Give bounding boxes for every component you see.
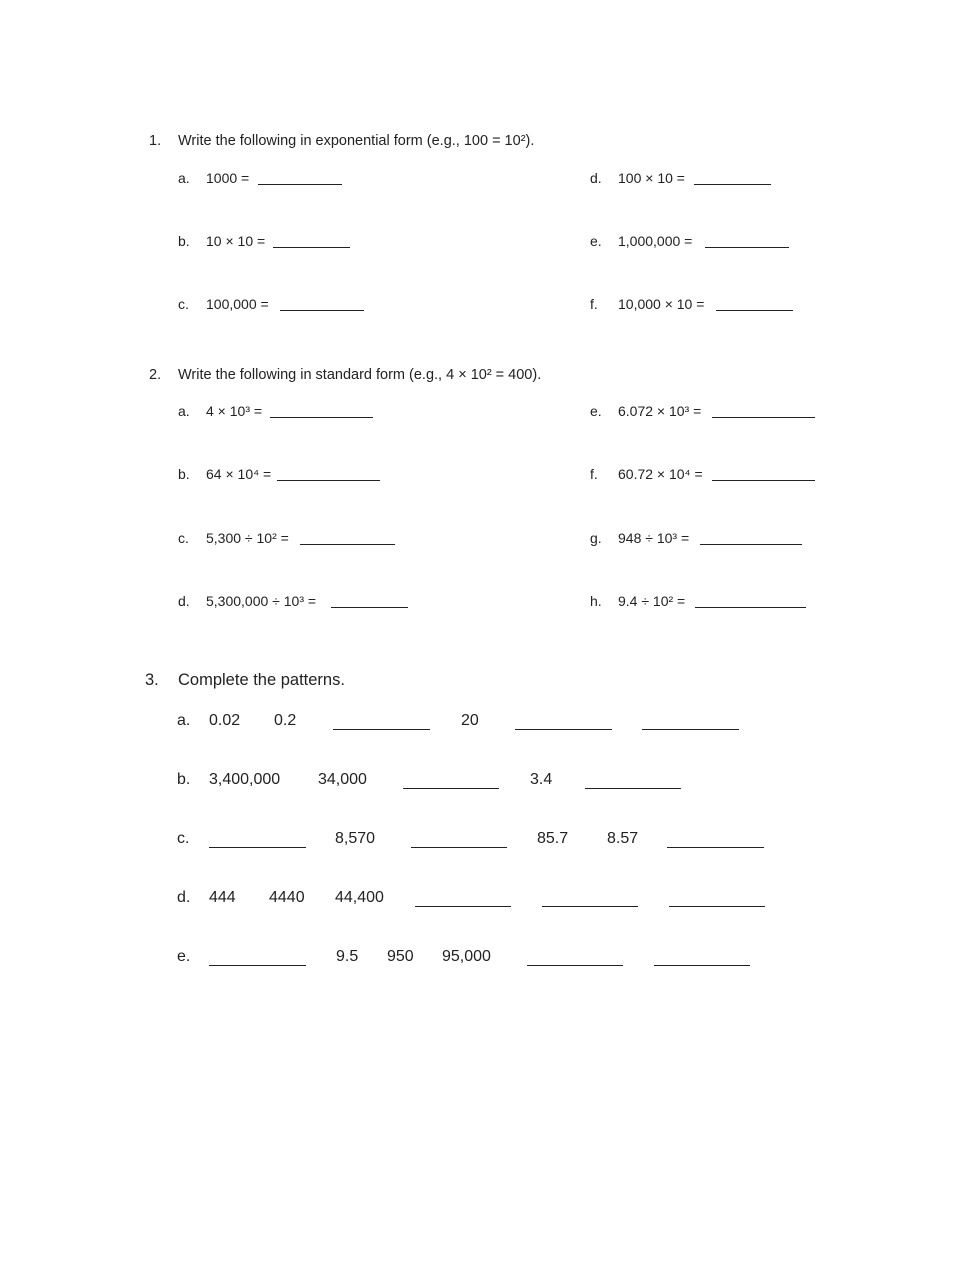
q2-item-e-letter: e. (590, 403, 602, 419)
q1-item-e-letter: e. (590, 233, 602, 249)
q1-item-a-expr: 1000 = (206, 170, 250, 186)
pattern-blank[interactable] (415, 906, 511, 907)
q3-title: Complete the patterns. (178, 671, 345, 689)
pattern-value: 8.57 (607, 830, 639, 847)
q1-item-b-expr: 10 × 10 = (206, 233, 266, 249)
q1-item-d-letter: d. (590, 170, 602, 186)
q2-item-c-answer-blank[interactable] (300, 544, 395, 545)
pattern-value: 950 (387, 948, 414, 965)
pattern-blank[interactable] (585, 788, 681, 789)
q2-item-f-expr: 60.72 × 10⁴ = (618, 466, 703, 482)
q2-title: Write the following in standard form (e.g., 4 × 10² = 400). (178, 367, 542, 383)
q2-item-a-letter: a. (178, 403, 190, 419)
pattern-value: 4440 (269, 889, 305, 906)
pattern-blank[interactable] (669, 906, 765, 907)
pattern-blank[interactable] (209, 847, 306, 848)
q2-item-g-answer-blank[interactable] (700, 544, 802, 545)
q2-item-b-letter: b. (178, 466, 190, 482)
q2-item-g-letter: g. (590, 530, 602, 546)
pattern-value: 44,400 (335, 889, 384, 906)
q2-item-f-letter: f. (590, 466, 598, 482)
q1-item-d-answer-blank[interactable] (694, 184, 771, 185)
pattern-value: 3.4 (530, 771, 553, 788)
pattern-value: 95,000 (442, 948, 491, 965)
pattern-blank[interactable] (527, 965, 623, 966)
pattern-blank[interactable] (209, 965, 306, 966)
pattern-value: 444 (209, 889, 236, 906)
pattern-value: 0.02 (209, 712, 241, 729)
q1-item-b-letter: b. (178, 233, 190, 249)
q2-item-h-answer-blank[interactable] (695, 607, 806, 608)
q3-number: 3. (145, 671, 159, 689)
pattern-blank[interactable] (667, 847, 764, 848)
q2-item-h-letter: h. (590, 593, 602, 609)
q1-item-a-answer-blank[interactable] (258, 184, 342, 185)
q2-item-f-answer-blank[interactable] (712, 480, 815, 481)
q1-item-f-expr: 10,000 × 10 = (618, 296, 705, 312)
pattern-value: 3,400,000 (209, 771, 281, 788)
q2-item-c-expr: 5,300 ÷ 10² = (206, 530, 289, 546)
q1-item-c-expr: 100,000 = (206, 296, 269, 312)
q1-item-c-answer-blank[interactable] (280, 310, 364, 311)
q3-row-c-letter: c. (177, 830, 190, 847)
q3-row-d-letter: d. (177, 889, 191, 906)
q2-item-b-answer-blank[interactable] (277, 480, 380, 481)
q2-item-d-answer-blank[interactable] (331, 607, 408, 608)
pattern-blank[interactable] (403, 788, 499, 789)
q1-item-f-answer-blank[interactable] (716, 310, 793, 311)
q1-item-e-expr: 1,000,000 = (618, 233, 693, 249)
pattern-blank[interactable] (654, 965, 750, 966)
pattern-blank[interactable] (542, 906, 638, 907)
q1-item-c-letter: c. (178, 296, 189, 312)
pattern-value: 0.2 (274, 712, 297, 729)
q1-item-d-expr: 100 × 10 = (618, 170, 685, 186)
q2-item-e-expr: 6.072 × 10³ = (618, 403, 702, 419)
q1-item-b-answer-blank[interactable] (273, 247, 350, 248)
q2-item-g-expr: 948 ÷ 10³ = (618, 530, 690, 546)
q2-item-b-expr: 64 × 10⁴ = (206, 466, 272, 482)
pattern-value: 9.5 (336, 948, 359, 965)
q1-title: Write the following in exponential form (e.g., 100 = 10²). (178, 133, 535, 149)
pattern-value: 34,000 (318, 771, 367, 788)
q3-row-a-letter: a. (177, 712, 191, 729)
pattern-value: 85.7 (537, 830, 569, 847)
q1-number: 1. (149, 133, 162, 149)
q2-item-e-answer-blank[interactable] (712, 417, 815, 418)
q3-row-b-letter: b. (177, 771, 191, 788)
q2-item-c-letter: c. (178, 530, 189, 546)
q2-item-d-letter: d. (178, 593, 190, 609)
pattern-blank[interactable] (515, 729, 612, 730)
pattern-blank[interactable] (333, 729, 430, 730)
q2-number: 2. (149, 367, 162, 383)
q1-item-f-letter: f. (590, 296, 598, 312)
q2-item-h-expr: 9.4 ÷ 10² = (618, 593, 686, 609)
q1-item-e-answer-blank[interactable] (705, 247, 789, 248)
pattern-blank[interactable] (642, 729, 739, 730)
q3-row-e-letter: e. (177, 948, 191, 965)
pattern-value: 20 (461, 712, 479, 729)
q1-item-a-letter: a. (178, 170, 190, 186)
pattern-blank[interactable] (411, 847, 507, 848)
pattern-value: 8,570 (335, 830, 376, 847)
q2-item-a-answer-blank[interactable] (270, 417, 373, 418)
q2-item-a-expr: 4 × 10³ = (206, 403, 263, 419)
q2-item-d-expr: 5,300,000 ÷ 10³ = (206, 593, 317, 609)
